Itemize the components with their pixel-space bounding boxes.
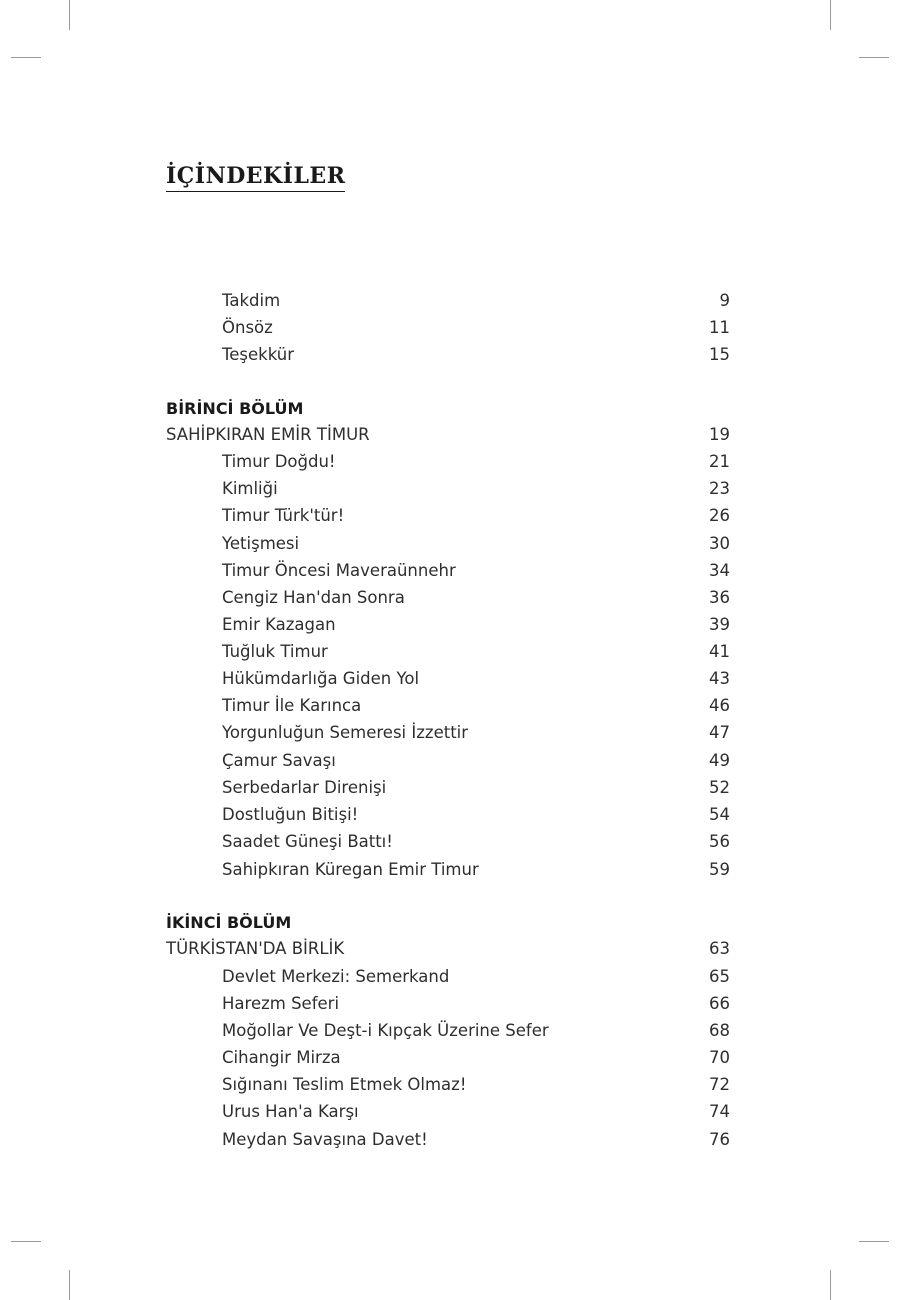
- section-heading: [166, 424, 730, 446]
- entry-title: Timur Öncesi Maveraünnehr: [222, 561, 456, 580]
- entry-page: 72: [709, 1075, 730, 1094]
- toc-entry: [222, 1074, 730, 1096]
- entry-title: Saadet Güneşi Battı!: [222, 832, 393, 851]
- entry-title: Moğollar Ve Deşt-i Kıpçak Üzerine Sefer: [222, 1021, 549, 1040]
- entry-title: Önsöz: [222, 318, 273, 337]
- entry-page: 68: [709, 1021, 730, 1040]
- entry-page: 41: [709, 642, 730, 661]
- entry-page: 54: [709, 805, 730, 824]
- entry-title: Dostluğun Bitişi!: [222, 805, 359, 824]
- entry-page: 15: [709, 345, 730, 364]
- heading-page: 63: [709, 939, 730, 958]
- entry-page: 36: [709, 588, 730, 607]
- entry-title: Yorgunluğun Semeresi İzzettir: [222, 723, 469, 742]
- toc-entry: [222, 451, 730, 473]
- crop-mark: [859, 57, 889, 58]
- toc-entry: [222, 344, 730, 366]
- entry-page: 39: [709, 615, 730, 634]
- entry-title: Urus Han'a Karşı: [222, 1102, 359, 1121]
- crop-mark: [69, 1270, 70, 1300]
- entry-page: 65: [709, 967, 730, 986]
- crop-mark: [69, 0, 70, 30]
- entry-title: Yetişmesi: [222, 534, 300, 553]
- crop-mark: [830, 1270, 831, 1300]
- toc-entry: [222, 804, 730, 826]
- crop-mark: [859, 1241, 889, 1242]
- toc-entry: [222, 993, 730, 1015]
- entry-title: Devlet Merkezi: Semerkand: [222, 967, 450, 986]
- entry-title: Emir Kazagan: [222, 615, 336, 634]
- entry-page: 70: [709, 1048, 730, 1067]
- entry-title: Serbedarlar Direnişi: [222, 778, 387, 797]
- heading-page: 19: [709, 425, 730, 444]
- toc-entry: [222, 587, 730, 609]
- toc-entry: [222, 859, 730, 881]
- heading-title: TÜRKİSTAN'DA BİRLİK: [166, 939, 345, 958]
- entry-page: 21: [709, 452, 730, 471]
- entry-title: Kimliği: [222, 479, 278, 498]
- toc-entry: [222, 1047, 730, 1069]
- section-heading: [166, 938, 730, 960]
- crop-mark: [11, 57, 41, 58]
- entry-page: 34: [709, 561, 730, 580]
- entry-title: Hükümdarlığa Giden Yol: [222, 669, 420, 688]
- entry-page: 47: [709, 723, 730, 742]
- entry-title: Teşekkür: [222, 345, 295, 364]
- toc-entry: [222, 1020, 730, 1042]
- crop-mark: [830, 0, 831, 30]
- entry-title: Timur İle Karınca: [222, 696, 362, 715]
- entry-title: Sığınanı Teslim Etmek Olmaz!: [222, 1075, 467, 1094]
- toc-entry: [222, 290, 730, 312]
- toc-entry: [222, 831, 730, 853]
- section-label: İKİNCİ BÖLÜM: [166, 913, 292, 932]
- entry-title: Cihangir Mirza: [222, 1048, 341, 1067]
- entry-title: Meydan Savaşına Davet!: [222, 1130, 428, 1149]
- section-label: BİRİNCİ BÖLÜM: [166, 399, 304, 418]
- entry-page: 74: [709, 1102, 730, 1121]
- entry-title: Timur Doğdu!: [222, 452, 336, 471]
- entry-page: 43: [709, 669, 730, 688]
- entry-page: 76: [709, 1130, 730, 1149]
- entry-title: Cengiz Han'dan Sonra: [222, 588, 405, 607]
- entry-title: Sahipkıran Küregan Emir Timur: [222, 860, 479, 879]
- toc-entry: [222, 722, 730, 744]
- entry-page: 49: [709, 751, 730, 770]
- toc-entry: [222, 966, 730, 988]
- toc-entry: [222, 614, 730, 636]
- toc-entry: [222, 1101, 730, 1123]
- entry-title: Tuğluk Timur: [222, 642, 328, 661]
- entry-page: 56: [709, 832, 730, 851]
- entry-page: 59: [709, 860, 730, 879]
- heading-title: SAHİPKIRAN EMİR TİMUR: [166, 425, 370, 444]
- page-title: İÇİNDEKİLER: [166, 162, 345, 192]
- crop-mark: [11, 1241, 41, 1242]
- toc-entry: [222, 750, 730, 772]
- entry-page: 11: [709, 318, 730, 337]
- toc-entry: [222, 317, 730, 339]
- entry-page: 9: [719, 291, 730, 310]
- entry-title: Harezm Seferi: [222, 994, 340, 1013]
- entry-page: 30: [709, 534, 730, 553]
- toc-entry: [222, 1129, 730, 1151]
- toc-entry: [222, 695, 730, 717]
- entry-page: 66: [709, 994, 730, 1013]
- entry-page: 52: [709, 778, 730, 797]
- entry-page: 23: [709, 479, 730, 498]
- toc-entry: [222, 505, 730, 527]
- entry-page: 26: [709, 506, 730, 525]
- toc-entry: [222, 668, 730, 690]
- entry-page: 46: [709, 696, 730, 715]
- toc-entry: [222, 777, 730, 799]
- toc-entry: [222, 560, 730, 582]
- toc-entry: [222, 641, 730, 663]
- entry-title: Çamur Savaşı: [222, 751, 336, 770]
- toc-entry: [222, 533, 730, 555]
- toc-entry: [222, 478, 730, 500]
- entry-title: Timur Türk'tür!: [222, 506, 345, 525]
- entry-title: Takdim: [222, 291, 281, 310]
